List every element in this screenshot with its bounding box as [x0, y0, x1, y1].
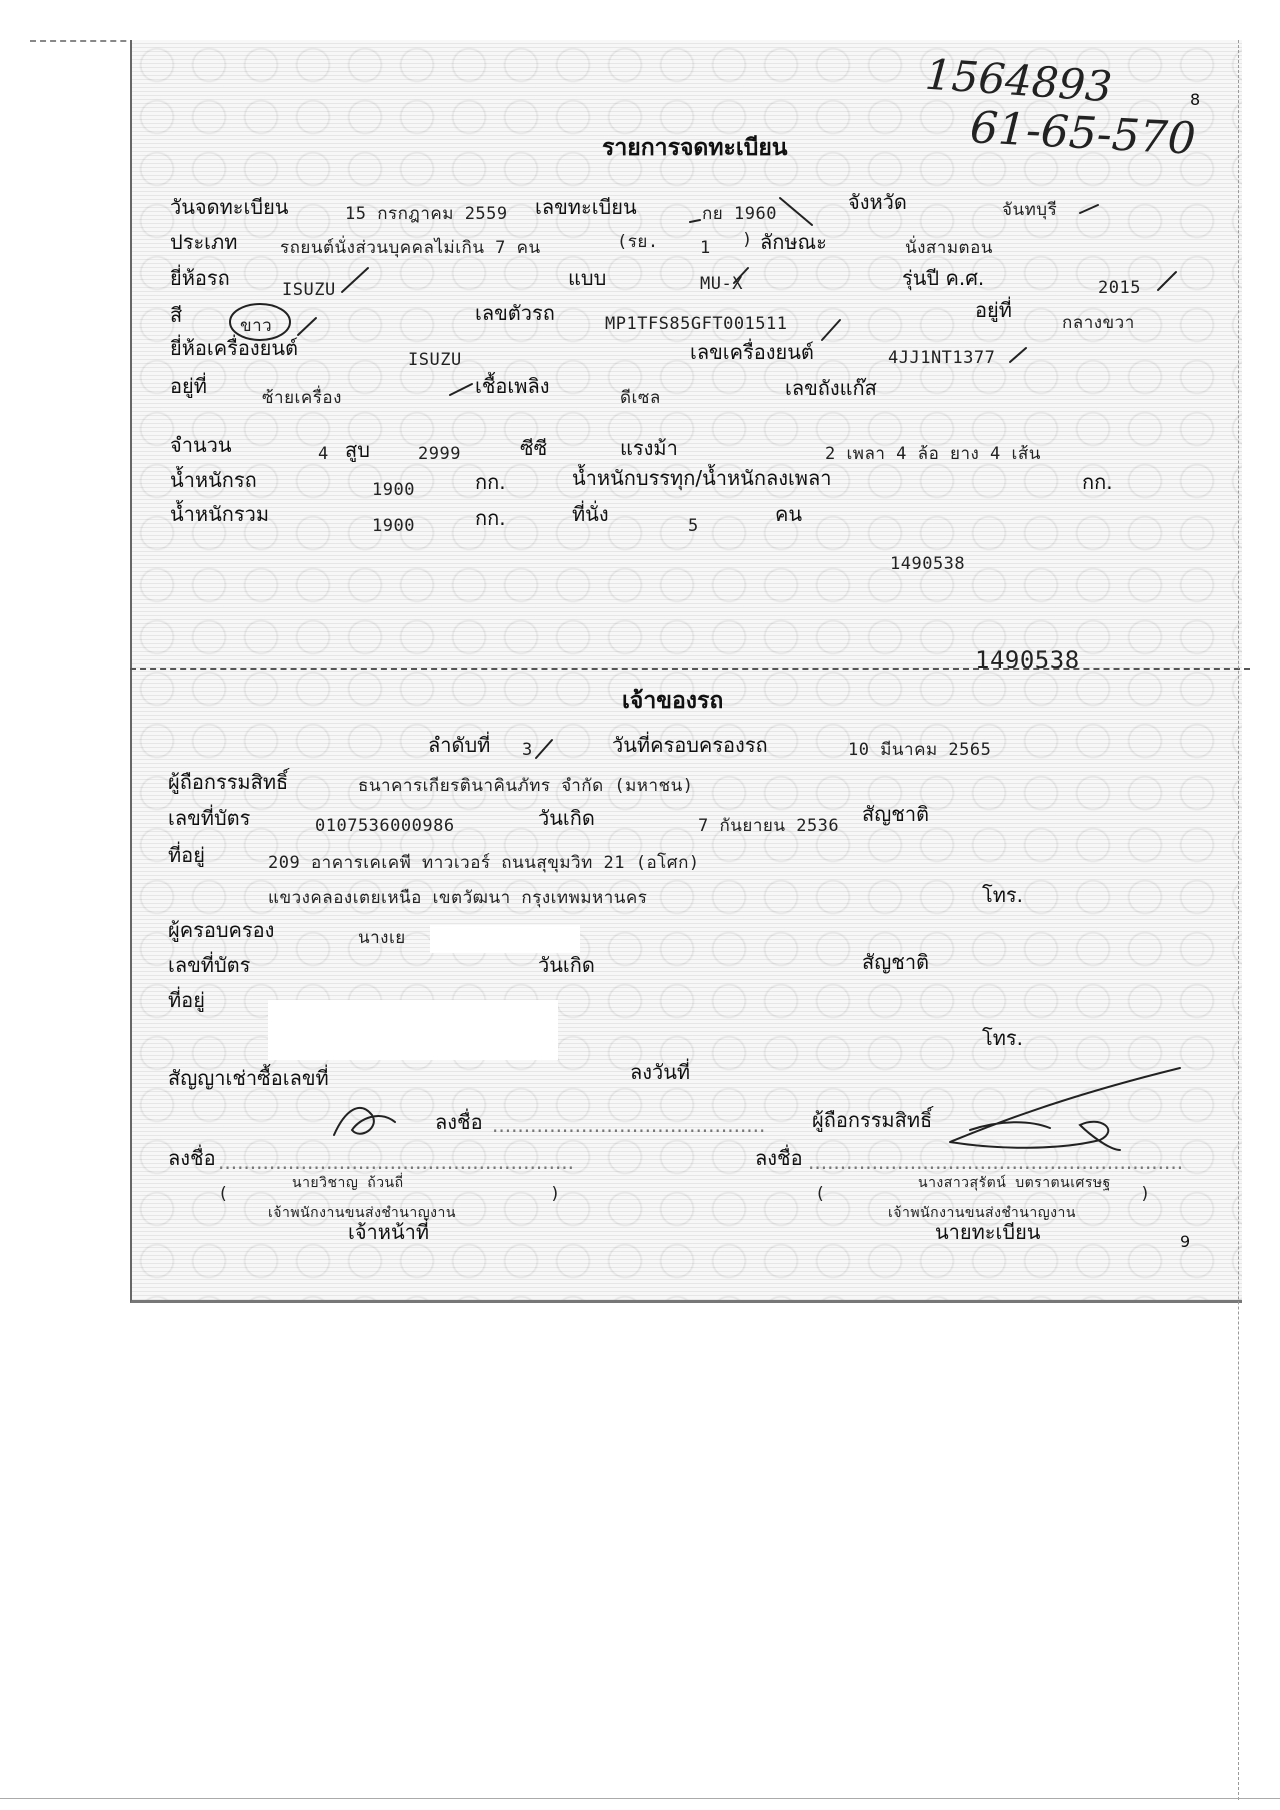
model-label: แบบ: [568, 266, 607, 290]
check-chassis: [822, 320, 840, 340]
sign-label-holder: ลงชื่อ: [435, 1110, 483, 1134]
vehicle-weight-value: 1900: [372, 480, 415, 500]
check-order: [536, 740, 552, 758]
book-number: 1490538: [890, 554, 966, 574]
model-year-label: รุ่นปี ค.ศ.: [902, 266, 985, 290]
check-model: [734, 268, 748, 283]
brand-label: ยี่ห้อรถ: [170, 266, 230, 290]
chassis-value: MP1TFS85GFT001511: [605, 314, 788, 334]
check-plate: [690, 198, 812, 225]
registration-heading: รายการจดทะเบียน: [602, 135, 788, 161]
sign-dots-registrar: ...........................................................: [808, 1150, 1184, 1174]
possessor-id-label: เลขที่บัตร: [168, 953, 251, 977]
character-value: นั่งสามตอน: [905, 238, 993, 258]
possessor-address-label: ที่อยู่: [168, 988, 205, 1012]
possession-date-value: 10 มีนาคม 2565: [848, 740, 992, 760]
check-fuel: [450, 384, 472, 395]
province-value: จันทบุรี: [1002, 200, 1058, 220]
sign-dots-officer: ........................................................: [218, 1150, 575, 1174]
possessor-phone-label: โทร.: [982, 1026, 1024, 1050]
handwritten-number-1: 1564893: [923, 49, 1114, 112]
registrar-title: นายทะเบียน: [935, 1220, 1041, 1244]
engine-location-label: อยู่ที่: [170, 374, 207, 398]
holder-label: ผู้ถือกรรมสิทธิ์: [168, 770, 289, 794]
vehicle-type-label: ประเภท: [170, 230, 238, 254]
seats-value: 5: [688, 516, 699, 536]
seats-unit: คน: [775, 502, 803, 526]
vehicle-type-code-num: 1: [700, 238, 711, 258]
fuel-label: เชื้อเพลิง: [475, 374, 550, 398]
possessor-nationality-label: สัญชาติ: [862, 950, 930, 974]
total-weight-label: น้ำหนักรวม: [170, 502, 270, 526]
holder-phone-label: โทร.: [982, 883, 1024, 907]
sign-label-registrar: ลงชื่อ: [755, 1146, 803, 1170]
brand-value: ISUZU: [282, 280, 336, 300]
page-number-bottom: 9: [1180, 1232, 1191, 1251]
engine-brand-label: ยี่ห้อเครื่องยนต์: [170, 336, 299, 360]
check-year: [1158, 272, 1176, 290]
vehicle-type-code: (รย.: [617, 232, 659, 252]
engine-brand-value: ISUZU: [408, 350, 462, 370]
axles-value: 2 เพลา 4 ล้อ ยาง 4 เส้น: [825, 444, 1041, 464]
count-label: จำนวน: [170, 433, 232, 457]
lease-date-label: ลงวันที่: [630, 1060, 691, 1084]
check-province: [1080, 205, 1098, 213]
registration-date-label: วันจดทะเบียน: [170, 195, 289, 219]
owner-heading: เจ้าของรถ: [622, 688, 724, 714]
seats-label: ที่นั่ง: [572, 502, 609, 526]
possession-date-label: วันที่ครอบครองรถ: [612, 733, 768, 757]
gas-tank-label: เลขถังแก๊ส: [785, 376, 877, 400]
character-label: ลักษณะ: [760, 230, 827, 254]
horsepower-label: แรงม้า: [620, 436, 678, 460]
fuel-value: ดีเซล: [620, 388, 661, 408]
holder-dob-value: 7 กันยายน 2536: [698, 816, 840, 836]
plate-label: เลขทะเบียน: [535, 195, 637, 219]
total-weight-unit: กก.: [475, 506, 506, 530]
sign-dots-holder: ...........................................: [492, 1113, 766, 1137]
vehicle-type-code-close: ): [742, 230, 753, 250]
color-value: ขาว: [240, 316, 273, 336]
circle-color: [230, 304, 290, 340]
holder-address-line2: แขวงคลองเตยเหนือ เขตวัฒนา กรุงเทพมหานคร: [268, 888, 648, 908]
check-color: [298, 318, 316, 335]
total-weight-value: 1900: [372, 516, 415, 536]
possessor-dob-label: วันเกิด: [538, 953, 595, 977]
chassis-location-label: อยู่ที่: [975, 298, 1012, 322]
vehicle-weight-unit: กก.: [475, 470, 506, 494]
page-number-top: 8: [1190, 90, 1201, 109]
vehicle-weight-label: น้ำหนักรถ: [170, 468, 257, 492]
chassis-location-value: กลางขวา: [1062, 313, 1135, 333]
registration-date-value: 15 กรกฎาคม 2559: [345, 204, 508, 224]
cylinders-unit: สูบ: [345, 438, 370, 462]
owner-order-label: ลำดับที่: [428, 733, 491, 757]
cc-unit: ซีซี: [520, 436, 548, 460]
holder-value: ธนาคารเกียรตินาคินภัทร จำกัด (มหาชน): [358, 776, 694, 796]
officer-title: เจ้าหน้าที่: [348, 1220, 430, 1244]
holder-id-label: เลขที่บัตร: [168, 806, 251, 830]
registrar-paren-open: (: [815, 1184, 826, 1204]
officer-paren-open: (: [218, 1184, 229, 1204]
load-weight-label: น้ำหนักบรรทุก/น้ำหนักลงเพลา: [572, 466, 832, 490]
sign-holder-title: ผู้ถือกรรมสิทธิ์: [812, 1108, 933, 1132]
holder-address-label: ที่อยู่: [168, 843, 205, 867]
holder-address-line1: 209 อาคารเคเคพี ทาวเวอร์ ถนนสุขุมวิท 21 (อโศก): [268, 853, 700, 873]
signature-registrar: [950, 1068, 1180, 1150]
officer-name: นายวิชาญ ถ้วนถี่: [292, 1175, 404, 1191]
plate-value: กย 1960: [702, 204, 777, 224]
cc-value: 2999: [418, 444, 461, 464]
engine-location-value: ซ้ายเครื่อง: [262, 388, 342, 408]
possessor-label: ผู้ครอบครอง: [168, 918, 275, 942]
cylinders-value: 4: [318, 444, 329, 464]
model-year-value: 2015: [1098, 278, 1141, 298]
holder-dob-label: วันเกิด: [538, 806, 595, 830]
load-weight-unit: กก.: [1082, 470, 1113, 494]
check-engine: [1010, 348, 1026, 362]
holder-nationality-label: สัญชาติ: [862, 802, 930, 826]
possessor-value: นางเย: [358, 928, 406, 948]
officer-paren-close: ): [550, 1184, 561, 1204]
province-label: จังหวัด: [848, 190, 907, 214]
chassis-label: เลขตัวรถ: [475, 301, 555, 325]
registrar-name: นางสาวสุรัตน์ บตราตนเศรษฐ: [918, 1175, 1111, 1191]
vehicle-type-value: รถยนต์นั่งส่วนบุคคลไม่เกิน 7 คน: [280, 238, 541, 258]
officer-position: เจ้าพนักงานขนส่งชำนาญงาน: [268, 1205, 456, 1221]
book-number-large: 1490538: [975, 646, 1080, 674]
registrar-paren-close: ): [1140, 1184, 1151, 1204]
engine-number-value: 4JJ1NT1377: [888, 348, 996, 368]
signature-officer: [334, 1108, 395, 1135]
lease-number-label: สัญญาเช่าซื้อเลขที่: [168, 1066, 329, 1090]
owner-order-value: 3: [522, 740, 533, 760]
sign-label-officer: ลงชื่อ: [168, 1146, 216, 1170]
model-value: MU-X: [700, 274, 743, 294]
engine-number-label: เลขเครื่องยนต์: [690, 340, 814, 364]
check-brand: [342, 268, 368, 292]
handwritten-number-2: 61-65-570: [968, 102, 1197, 165]
color-label: สี: [170, 303, 183, 327]
registrar-position: เจ้าพนักงานขนส่งชำนาญงาน: [888, 1205, 1076, 1221]
holder-id-value: 0107536000986: [315, 816, 455, 836]
